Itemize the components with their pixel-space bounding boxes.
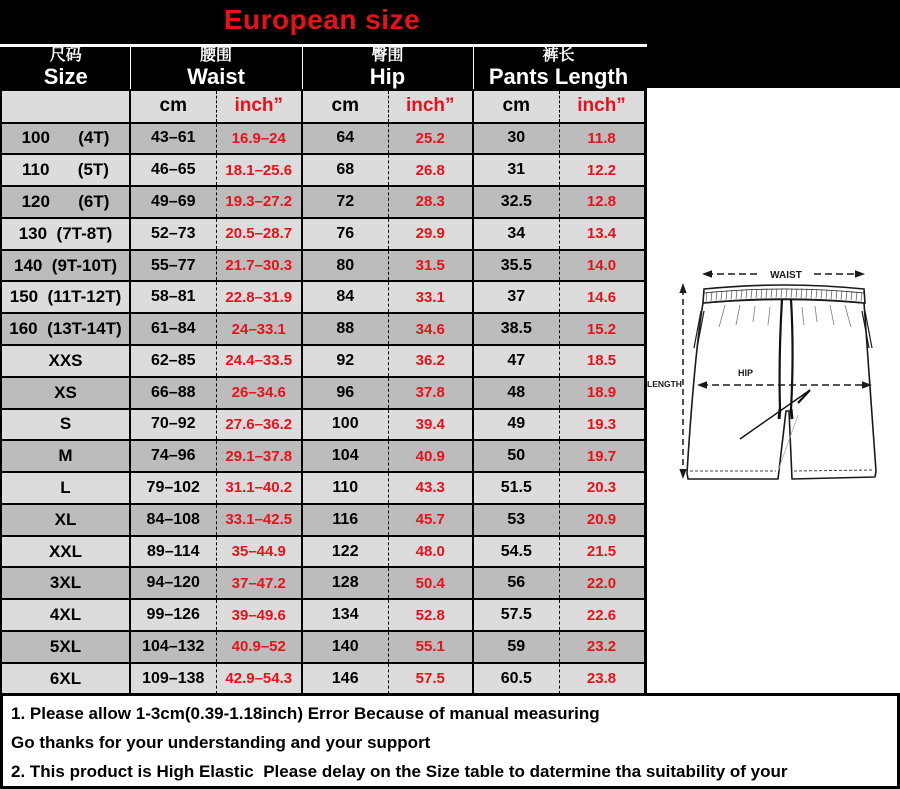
- length-cm-cell: 60.5: [473, 663, 559, 696]
- waist-inch-cell: 37–47.2: [216, 567, 302, 599]
- size-cell: XXS: [1, 345, 130, 377]
- length-cm-cell: 30: [473, 123, 559, 155]
- waist-label-cn: 腰围: [200, 46, 233, 64]
- length-inch-cell: 13.4: [559, 218, 645, 250]
- hip-cm-cell: 68: [302, 154, 388, 186]
- table-row: [1, 154, 645, 186]
- waist-inch-cell: 42.9–54.3: [216, 663, 302, 696]
- note-line-1: 1. Please allow 1-3cm(0.39-1.18inch) Error Because of manual measuring: [11, 704, 600, 723]
- waist-inch-unit: inch”: [216, 90, 302, 123]
- waist-cm-cell: 74–96: [130, 440, 216, 472]
- hip-inch-cell: 39.4: [388, 409, 473, 441]
- length-inch-cell: 23.2: [559, 631, 645, 663]
- hip-inch-cell: 25.2: [388, 123, 473, 155]
- size-cell: 3XL: [1, 567, 130, 599]
- notes-box: [0, 693, 900, 789]
- waist-inch-cell: 35–44.9: [216, 536, 302, 568]
- waist-cm-cell: 61–84: [130, 313, 216, 345]
- length-inch-cell: 11.8: [559, 123, 645, 155]
- length-cm-cell: 51.5: [473, 472, 559, 504]
- table-row: [1, 123, 645, 155]
- waist-cm-cell: 84–108: [130, 504, 216, 536]
- hip-cm-cell: 122: [302, 536, 388, 568]
- waist-inch-cell: 26–34.6: [216, 377, 302, 409]
- length-inch-cell: 12.8: [559, 186, 645, 218]
- page-title: European size: [223, 4, 421, 35]
- hip-label-en: Hip: [369, 63, 406, 89]
- hip-cm-cell: 92: [302, 345, 388, 377]
- size-cell: L: [1, 472, 130, 504]
- waist-inch-cell: 31.1–40.2: [216, 472, 302, 504]
- table-row: [1, 218, 645, 250]
- length-inch-cell: 15.2: [559, 313, 645, 345]
- waist-inch-cell: 24–33.1: [216, 313, 302, 345]
- waist-measure-label: WAIST: [770, 270, 802, 281]
- table-row: [1, 409, 645, 441]
- length-cm-cell: 53: [473, 504, 559, 536]
- waist-inch-cell: 18.1–25.6: [216, 154, 302, 186]
- waist-cm-cell: 99–126: [130, 599, 216, 631]
- waist-cm-cell: 79–102: [130, 472, 216, 504]
- hip-measure-label: HIP: [738, 368, 754, 378]
- length-measure-label: LENGTH: [647, 379, 682, 389]
- pants-length-label-cn: 裤长: [542, 46, 575, 64]
- hip-label-cn: 臀围: [371, 46, 404, 64]
- unit-header-row: [1, 90, 645, 123]
- waist-inch-cell: 19.3–27.2: [216, 186, 302, 218]
- size-cell: 110 (5T): [1, 154, 130, 186]
- waist-cm-cell: 109–138: [130, 663, 216, 696]
- length-inch-cell: 18.5: [559, 345, 645, 377]
- size-cell: S: [1, 409, 130, 441]
- column-header-hip: [302, 46, 473, 90]
- hip-inch-cell: 40.9: [388, 440, 473, 472]
- note-line-2: Go thanks for your understanding and your support: [11, 733, 431, 752]
- hip-inch-cell: 37.8: [388, 377, 473, 409]
- hip-cm-cell: 128: [302, 567, 388, 599]
- waist-inch-cell: 20.5–28.7: [216, 218, 302, 250]
- hip-cm-cell: 134: [302, 599, 388, 631]
- column-header-size: [1, 46, 130, 90]
- size-cell: XL: [1, 504, 130, 536]
- table-row: [1, 472, 645, 504]
- length-inch-cell: 22.6: [559, 599, 645, 631]
- note-line-3: 2. This product is High Elastic Please delay on the Size table to datermine tha suitability of your: [11, 762, 788, 781]
- size-cell: 5XL: [1, 631, 130, 663]
- hip-cm-cell: 146: [302, 663, 388, 696]
- size-label-en: Size: [43, 63, 88, 89]
- table-row: [1, 186, 645, 218]
- waist-cm-cell: 52–73: [130, 218, 216, 250]
- length-cm-cell: 56: [473, 567, 559, 599]
- length-cm-cell: 32.5: [473, 186, 559, 218]
- hip-inch-unit: inch”: [388, 90, 473, 123]
- hip-inch-cell: 55.1: [388, 631, 473, 663]
- table-row: [1, 281, 645, 313]
- column-header-waist: [130, 46, 302, 90]
- hip-cm-cell: 110: [302, 472, 388, 504]
- length-inch-cell: 14.0: [559, 250, 645, 282]
- length-cm-cell: 49: [473, 409, 559, 441]
- table-row: [1, 313, 645, 345]
- hip-inch-cell: 43.3: [388, 472, 473, 504]
- waist-inch-cell: 33.1–42.5: [216, 504, 302, 536]
- hip-cm-cell: 116: [302, 504, 388, 536]
- size-cell: M: [1, 440, 130, 472]
- length-cm-cell: 50: [473, 440, 559, 472]
- hip-inch-cell: 34.6: [388, 313, 473, 345]
- length-cm-cell: 38.5: [473, 313, 559, 345]
- hip-inch-cell: 52.8: [388, 599, 473, 631]
- waist-inch-cell: 40.9–52: [216, 631, 302, 663]
- size-cell: XXL: [1, 536, 130, 568]
- length-inch-cell: 14.6: [559, 281, 645, 313]
- pants-length-label-en: Pants Length: [488, 63, 629, 89]
- hip-inch-cell: 33.1: [388, 281, 473, 313]
- size-cell: XS: [1, 377, 130, 409]
- waist-cm-cell: 66–88: [130, 377, 216, 409]
- length-inch-cell: 20.3: [559, 472, 645, 504]
- hip-cm-cell: 64: [302, 123, 388, 155]
- hip-cm-unit: cm: [302, 90, 388, 123]
- size-cell: 160 (13T-14T): [1, 313, 130, 345]
- table-row: [1, 599, 645, 631]
- waist-inch-cell: 29.1–37.8: [216, 440, 302, 472]
- length-inch-cell: 19.7: [559, 440, 645, 472]
- hip-inch-cell: 50.4: [388, 567, 473, 599]
- size-cell: 100 (4T): [1, 123, 130, 155]
- size-table-body: [1, 123, 645, 696]
- length-cm-cell: 57.5: [473, 599, 559, 631]
- waist-cm-cell: 49–69: [130, 186, 216, 218]
- hip-inch-cell: 48.0: [388, 536, 473, 568]
- length-inch-cell: 21.5: [559, 536, 645, 568]
- column-header-pants-length: [473, 46, 645, 90]
- length-cm-unit: cm: [473, 90, 559, 123]
- waist-cm-cell: 58–81: [130, 281, 216, 313]
- column-group-header-row: [1, 46, 645, 90]
- shorts-outline: [687, 285, 876, 479]
- hip-cm-cell: 80: [302, 250, 388, 282]
- size-chart-table: [0, 44, 647, 697]
- waist-cm-cell: 55–77: [130, 250, 216, 282]
- waist-inch-cell: 27.6–36.2: [216, 409, 302, 441]
- hip-inch-cell: 36.2: [388, 345, 473, 377]
- hip-cm-cell: 96: [302, 377, 388, 409]
- length-cm-cell: 37: [473, 281, 559, 313]
- length-cm-cell: 34: [473, 218, 559, 250]
- length-cm-cell: 48: [473, 377, 559, 409]
- hip-cm-cell: 88: [302, 313, 388, 345]
- length-inch-cell: 22.0: [559, 567, 645, 599]
- waist-cm-cell: 94–120: [130, 567, 216, 599]
- waist-cm-unit: cm: [130, 90, 216, 123]
- shorts-diagram: [640, 243, 900, 535]
- table-row: [1, 440, 645, 472]
- table-row: [1, 345, 645, 377]
- hip-cm-cell: 84: [302, 281, 388, 313]
- length-inch-cell: 18.9: [559, 377, 645, 409]
- unit-cell-blank: [1, 90, 130, 123]
- table-row: [1, 567, 645, 599]
- table-row: [1, 631, 645, 663]
- waist-cm-cell: 62–85: [130, 345, 216, 377]
- table-row: [1, 663, 645, 696]
- hip-inch-cell: 57.5: [388, 663, 473, 696]
- length-inch-cell: 23.8: [559, 663, 645, 696]
- waist-cm-cell: 46–65: [130, 154, 216, 186]
- length-cm-cell: 54.5: [473, 536, 559, 568]
- hip-inch-cell: 28.3: [388, 186, 473, 218]
- waist-inch-cell: 24.4–33.5: [216, 345, 302, 377]
- hip-inch-cell: 31.5: [388, 250, 473, 282]
- hip-cm-cell: 72: [302, 186, 388, 218]
- waist-inch-cell: 16.9–24: [216, 123, 302, 155]
- length-inch-cell: 19.3: [559, 409, 645, 441]
- hip-cm-cell: 76: [302, 218, 388, 250]
- waist-cm-cell: 70–92: [130, 409, 216, 441]
- waist-cm-cell: 104–132: [130, 631, 216, 663]
- length-inch-unit: inch”: [559, 90, 645, 123]
- waist-cm-cell: 89–114: [130, 536, 216, 568]
- waist-inch-cell: 21.7–30.3: [216, 250, 302, 282]
- length-cm-cell: 31: [473, 154, 559, 186]
- hip-cm-cell: 104: [302, 440, 388, 472]
- waist-inch-cell: 22.8–31.9: [216, 281, 302, 313]
- hip-cm-cell: 100: [302, 409, 388, 441]
- length-cm-cell: 59: [473, 631, 559, 663]
- size-cell: 140 (9T-10T): [1, 250, 130, 282]
- table-row: [1, 377, 645, 409]
- hip-inch-cell: 26.8: [388, 154, 473, 186]
- table-row: [1, 250, 645, 282]
- size-cell: 4XL: [1, 599, 130, 631]
- table-row: [1, 536, 645, 568]
- size-label-cn: 尺码: [49, 46, 82, 64]
- size-cell: 120 (6T): [1, 186, 130, 218]
- shorts-svg: [640, 243, 900, 535]
- size-cell: 6XL: [1, 663, 130, 696]
- waist-inch-cell: 39–49.6: [216, 599, 302, 631]
- length-inch-cell: 12.2: [559, 154, 645, 186]
- size-cell: 130 (7T-8T): [1, 218, 130, 250]
- length-cm-cell: 47: [473, 345, 559, 377]
- length-cm-cell: 35.5: [473, 250, 559, 282]
- hip-inch-cell: 29.9: [388, 218, 473, 250]
- waist-cm-cell: 43–61: [130, 123, 216, 155]
- waist-label-en: Waist: [187, 63, 245, 89]
- hip-inch-cell: 45.7: [388, 504, 473, 536]
- length-inch-cell: 20.9: [559, 504, 645, 536]
- hip-cm-cell: 140: [302, 631, 388, 663]
- table-row: [1, 504, 645, 536]
- size-cell: 150 (11T-12T): [1, 281, 130, 313]
